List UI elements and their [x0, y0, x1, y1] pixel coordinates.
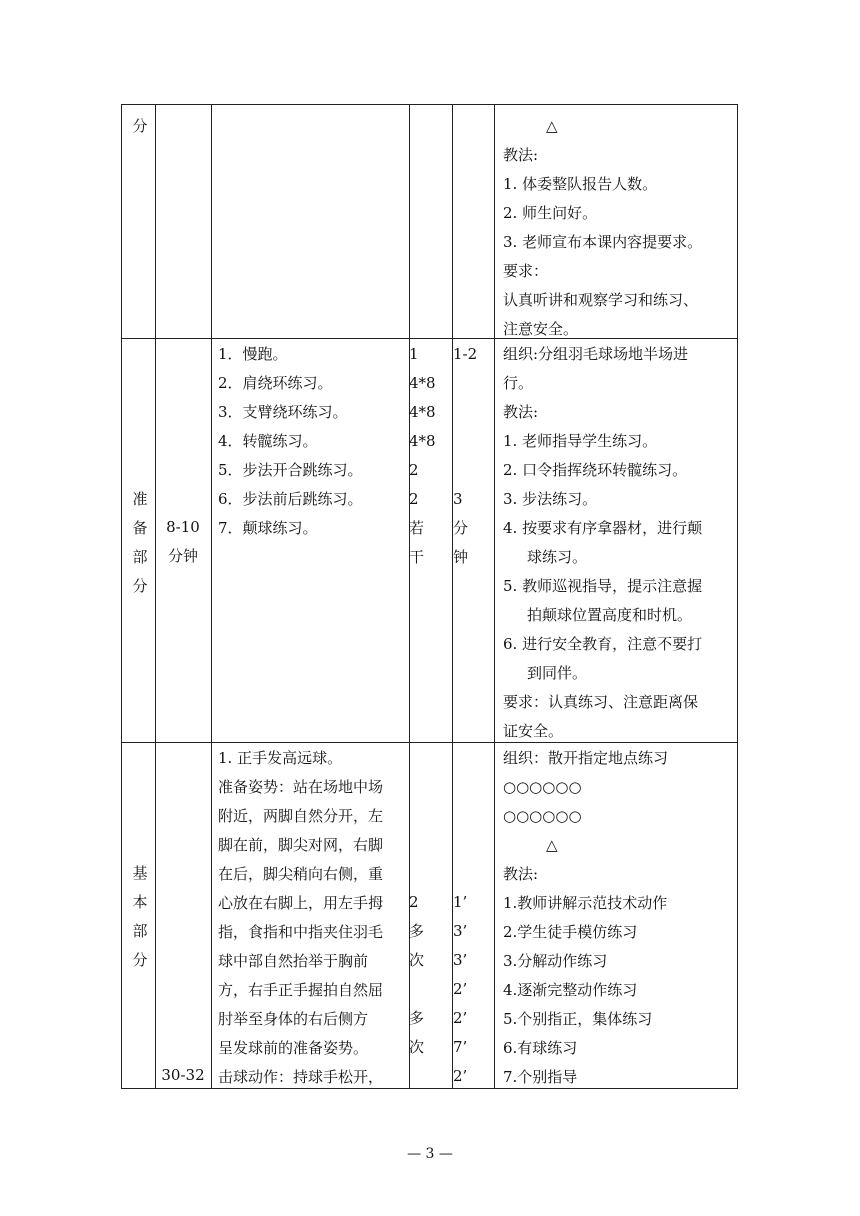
count-cell: 多	[409, 1009, 425, 1027]
content-line: 方，右手正手握拍自然屈	[218, 981, 384, 999]
method-line: 要求：认真练习、注意距离保	[503, 693, 699, 711]
table-border-top	[121, 104, 738, 105]
method-line: 2. 口令指挥绕环转髋练习。	[503, 461, 688, 479]
method-line: 1.教师讲解示范技术动作	[503, 894, 668, 912]
content-line: 心放在右脚上，用左手拇	[218, 894, 384, 912]
method-line: △	[546, 836, 558, 854]
count-cell: 4*8	[409, 374, 436, 392]
count-cell: 4*8	[409, 403, 436, 421]
table-border-right	[737, 104, 738, 1089]
count-cell: 若	[409, 519, 425, 537]
duration-cell: 3	[453, 490, 463, 508]
method-line: ○○○○○○	[503, 807, 582, 825]
count-cell: 1	[409, 345, 419, 363]
content-line: 附近，两脚自然分开，左	[218, 807, 384, 825]
method-line: 7.个别指导	[503, 1068, 578, 1086]
content-line: 球中部自然抬举于胸前	[218, 952, 369, 970]
method-line: 教法:	[503, 865, 539, 883]
section-label: 本	[132, 893, 148, 911]
count-cell: 次	[409, 951, 425, 969]
content-line: 1. 正手发高远球。	[218, 749, 343, 767]
method-line: 注意安全。	[503, 320, 579, 338]
content-line: 在后，脚尖稍向右侧，重	[218, 865, 384, 883]
method-line: 到同伴。	[527, 664, 588, 682]
lesson-plan-table	[121, 104, 738, 1089]
count-cell: 2	[409, 461, 419, 479]
method-line: 组织：散开指定地点练习	[503, 749, 669, 767]
content-line: 脚在前，脚尖对网，右脚	[218, 836, 384, 854]
duration-cell: 1’	[453, 893, 468, 911]
method-line: 认真听讲和观察学习和练习、	[503, 291, 699, 309]
time-cell: 8-10	[166, 518, 200, 536]
method-line: 6.有球练习	[503, 1039, 578, 1057]
duration-cell: 2’	[453, 1009, 468, 1027]
method-line: 组织:分组羽毛球场地半场进	[503, 345, 689, 363]
section-label: 备	[132, 519, 148, 537]
count-cell: 4*8	[409, 432, 436, 450]
row-divider	[121, 742, 738, 743]
count-cell: 2	[409, 490, 419, 508]
content-line: 6．步法前后跳练习。	[218, 490, 363, 508]
row-divider	[121, 338, 738, 339]
method-line: 球练习。	[527, 548, 588, 566]
method-line: ○○○○○○	[503, 778, 582, 796]
method-line: 4.逐渐完整动作练习	[503, 981, 638, 999]
content-line: 4．转髋练习。	[218, 432, 318, 450]
duration-cell: 7’	[453, 1038, 468, 1056]
method-line: △	[546, 117, 558, 135]
time-cell: 分钟	[167, 547, 198, 565]
method-line: 拍颠球位置高度和时机。	[527, 606, 693, 624]
method-line: 要求：	[503, 262, 549, 280]
section-label: 部	[132, 922, 148, 940]
content-line: 击球动作：持球手松开，	[218, 1068, 384, 1086]
page-number: — 3 —	[407, 1146, 453, 1162]
method-line: 3. 步法练习。	[503, 490, 598, 508]
method-line: 3.分解动作练习	[503, 952, 608, 970]
count-cell: 干	[409, 548, 425, 566]
column-divider	[155, 104, 156, 1089]
duration-cell: 3’	[453, 951, 468, 969]
method-line: 证安全。	[503, 722, 564, 740]
content-line: 呈发球前的准备姿势。	[218, 1039, 369, 1057]
count-cell: 次	[409, 1038, 425, 1056]
method-line: 1. 老师指导学生练习。	[503, 432, 658, 450]
method-line: 3. 老师宣布本课内容提要求。	[503, 233, 703, 251]
time-cell: 30-32	[161, 1066, 205, 1084]
method-line: 6. 进行安全教育，注意不要打	[503, 635, 703, 653]
content-line: 5．步法开合跳练习。	[218, 461, 363, 479]
content-line: 3．支臂绕环练习。	[218, 403, 348, 421]
method-line: 2. 师生问好。	[503, 204, 598, 222]
method-line: 2.学生徒手模仿练习	[503, 923, 638, 941]
duration-cell: 钟	[453, 548, 469, 566]
content-line: 肘举至身体的右后侧方	[218, 1010, 369, 1028]
section-label: 基	[132, 864, 148, 882]
method-line: 4. 按要求有序拿器材，进行颠	[503, 519, 703, 537]
duration-cell: 1-2	[453, 345, 478, 363]
content-line: 指，食指和中指夹住羽毛	[218, 923, 384, 941]
section-label: 分	[132, 951, 148, 969]
duration-cell: 分	[453, 519, 469, 537]
method-line: 教法:	[503, 403, 539, 421]
table-border-bottom	[121, 1088, 738, 1089]
method-line: 5.个别指正，集体练习	[503, 1010, 653, 1028]
section-label: 部	[132, 548, 148, 566]
column-divider	[121, 104, 122, 1089]
content-line: 2．肩绕环练习。	[218, 374, 333, 392]
duration-cell: 2’	[453, 980, 468, 998]
content-line: 7．颠球练习。	[218, 519, 318, 537]
content-line: 准备姿势：站在场地中场	[218, 778, 384, 796]
count-cell: 多	[409, 922, 425, 940]
column-divider	[211, 104, 212, 1089]
section-label: 准	[132, 490, 148, 508]
section-label: 分	[132, 577, 148, 595]
duration-cell: 3’	[453, 922, 468, 940]
method-line: 教法:	[503, 146, 539, 164]
method-line: 5. 教师巡视指导，提示注意握	[503, 577, 703, 595]
content-line: 1．慢跑。	[218, 345, 288, 363]
section-label: 分	[132, 117, 148, 135]
method-line: 1. 体委整队报告人数。	[503, 175, 658, 193]
duration-cell: 2’	[453, 1067, 468, 1085]
count-cell: 2	[409, 893, 419, 911]
method-line: 行。	[503, 374, 534, 392]
column-divider	[494, 104, 495, 1089]
